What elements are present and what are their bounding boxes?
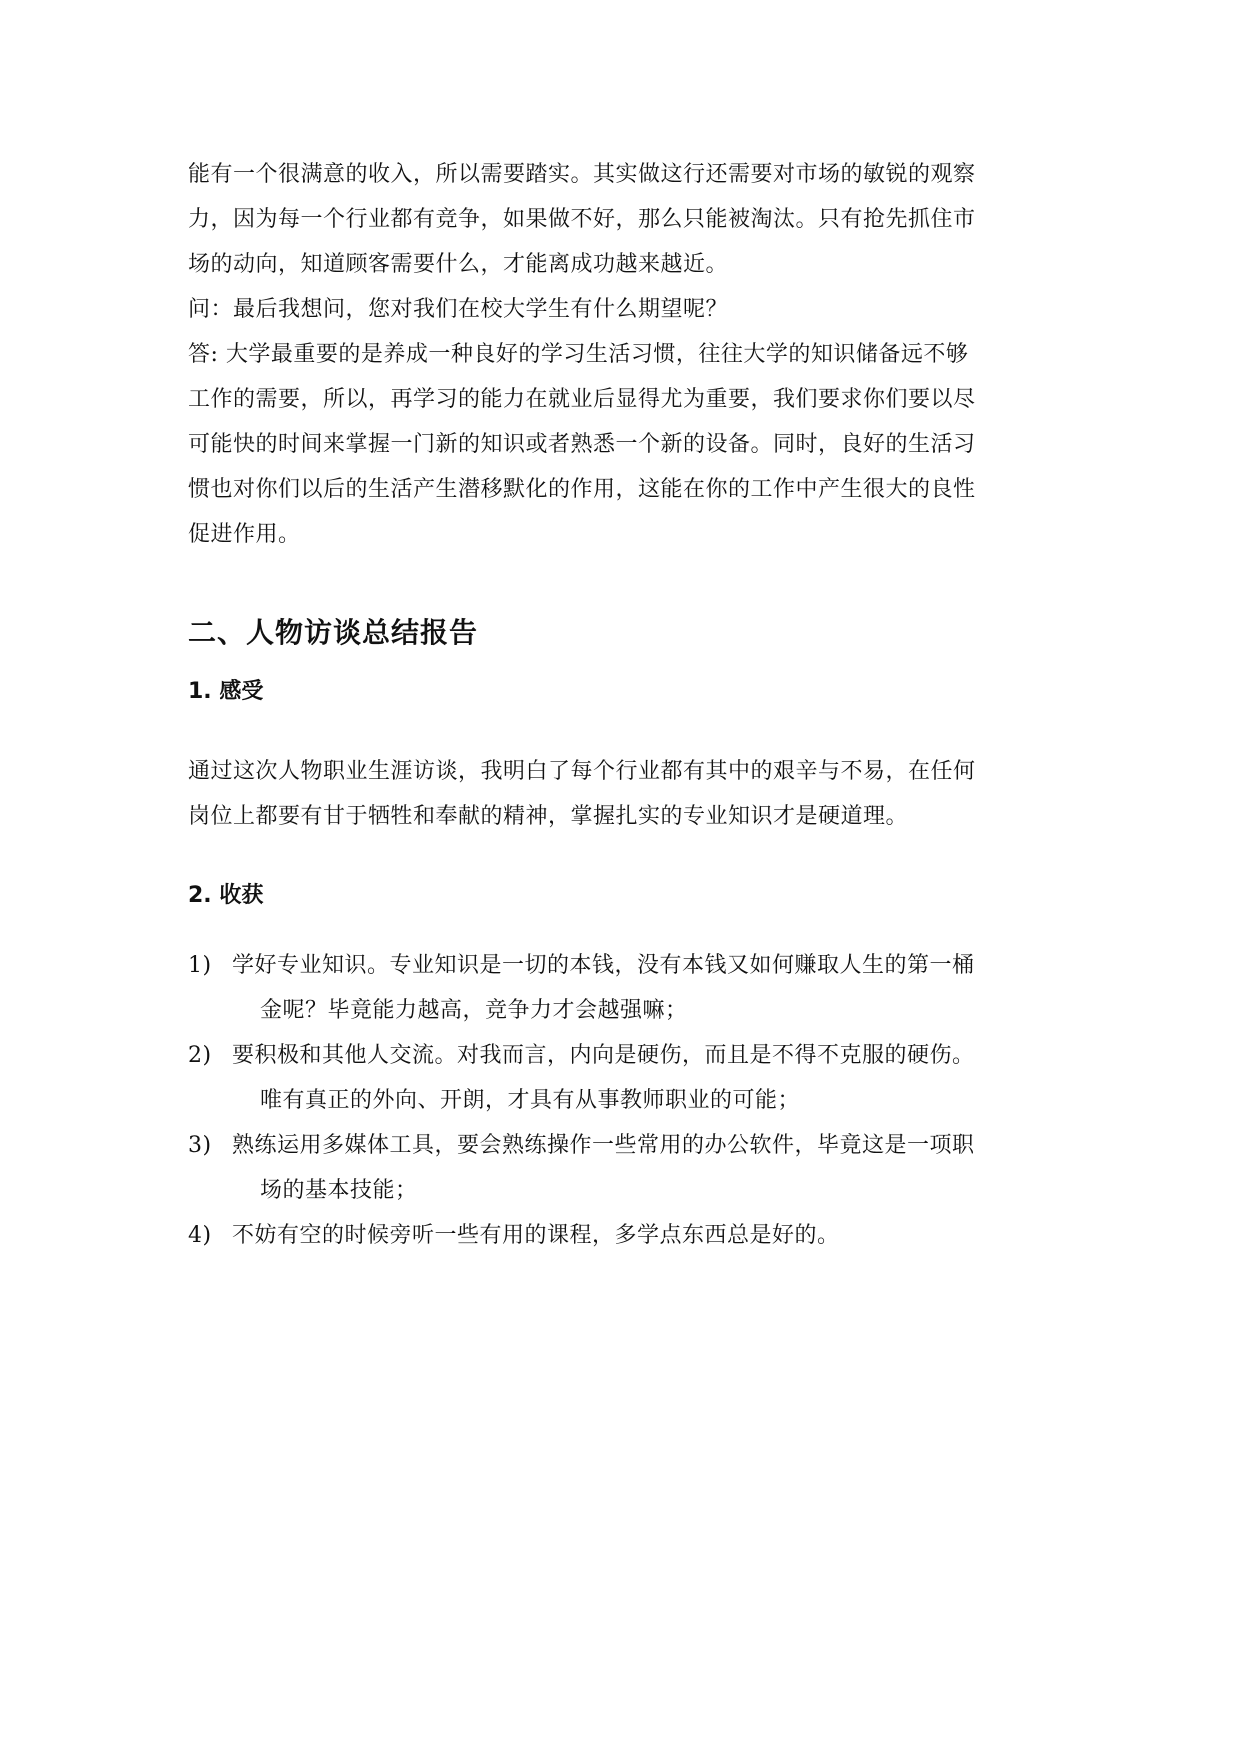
list-item-number: 3)	[188, 1133, 212, 1158]
answer-line: 惯也对你们以后的生活产生潜移默化的作用，这能在你的工作中产生很大的良性	[188, 477, 976, 502]
list-item-continuation: 场的基本技能；	[260, 1178, 418, 1203]
intro-line: 能有一个很满意的收入，所以需要踏实。其实做这行还需要对市场的敏锐的观察	[188, 162, 976, 187]
document-content	[188, 152, 1058, 1258]
list-item-number: 1)	[188, 953, 212, 978]
list-item-text: 要积极和其他人交流。对我而言，内向是硬伤，而且是不得不克服的硬伤。	[232, 1043, 975, 1068]
list-item	[188, 1123, 1058, 1213]
gains-title: 2. 收获	[188, 883, 264, 908]
list-item	[188, 1033, 1058, 1123]
feelings-line: 岗位上都要有甘于牺牲和奉献的精神，掌握扎实的专业知识才是硬道理。	[188, 804, 909, 829]
list-item-text: 熟练运用多媒体工具，要会熟练操作一些常用的办公软件，毕竟这是一项职	[232, 1133, 975, 1158]
list-item	[188, 943, 1058, 1033]
feelings-paragraph	[188, 749, 1058, 839]
section-title: 二、人物访谈总结报告	[188, 616, 479, 649]
intro-paragraph	[188, 152, 1058, 287]
list-item-text: 不妨有空的时候旁听一些有用的课程，多学点东西总是好的。	[232, 1223, 840, 1248]
list-item	[188, 1213, 1058, 1258]
list-item-number: 4)	[188, 1223, 212, 1248]
list-item-text: 学好专业知识。专业知识是一切的本钱，没有本钱又如何赚取人生的第一桶	[232, 953, 975, 978]
answer-line: 促进作用。	[188, 522, 301, 547]
list-item-number: 2)	[188, 1043, 212, 1068]
answer-paragraph	[188, 332, 1058, 557]
feelings-title: 1. 感受	[188, 679, 264, 704]
intro-line: 场的动向，知道顾客需要什么，才能离成功越来越近。	[188, 252, 729, 277]
answer-line: 答: 大学最重要的是养成一种良好的学习生活习惯，往往大学的知识储备远不够	[188, 342, 969, 367]
question-line: 问：最后我想问，您对我们在校大学生有什么期望呢？	[188, 297, 729, 322]
list-item-continuation: 金呢？毕竟能力越高，竞争力才会越强嘛；	[260, 998, 688, 1023]
feelings-line: 通过这次人物职业生涯访谈，我明白了每个行业都有其中的艰辛与不易，在任何	[188, 759, 976, 784]
list-item-continuation: 唯有真正的外向、开朗，才具有从事教师职业的可能；	[260, 1088, 801, 1113]
intro-line: 力，因为每一个行业都有竞争，如果做不好，那么只能被淘汰。只有抢先抓住市	[188, 207, 976, 232]
answer-line: 可能快的时间来掌握一门新的知识或者熟悉一个新的设备。同时，良好的生活习	[188, 432, 976, 457]
answer-line: 工作的需要，所以，再学习的能力在就业后显得尤为重要，我们要求你们要以尽	[188, 387, 976, 412]
